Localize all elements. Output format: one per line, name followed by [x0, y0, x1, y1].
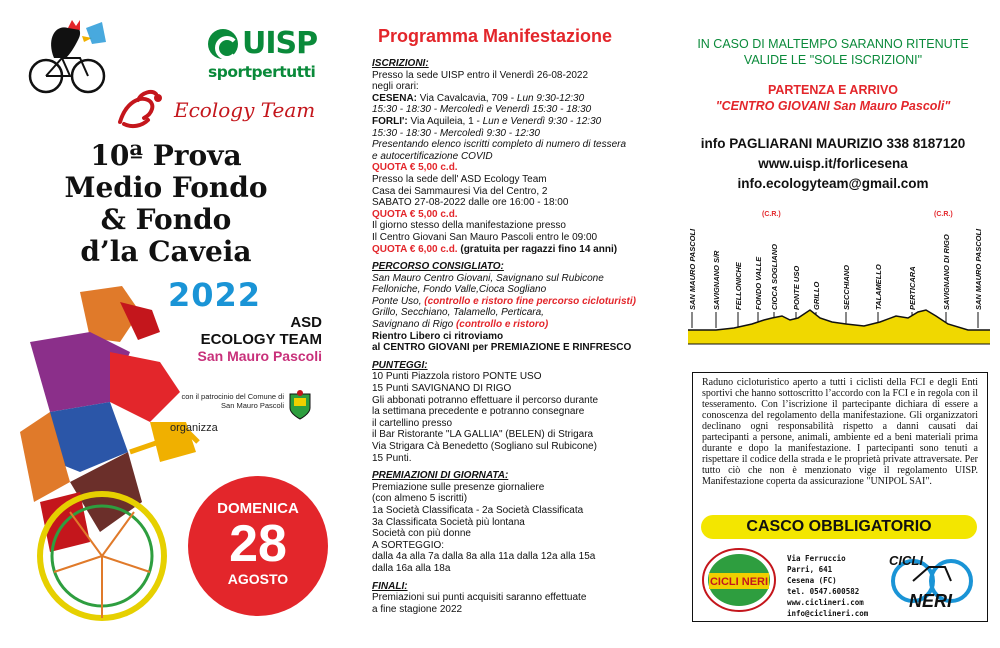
punteggi-line: Via Strigara Cà Benedetto (Sogliano sul Rubicone)	[372, 441, 597, 452]
profile-town-label: SAVIGNANO S/R	[712, 250, 721, 310]
iscrizioni-line: Il Centro Giovani San Mauro Pascoli entro le 09:00	[372, 231, 598, 243]
uisp-sub: sportpertutti	[208, 63, 316, 81]
cesena-label: CESENA:	[372, 92, 418, 104]
sponsor-logo-bottom: NERI	[909, 591, 953, 611]
weather-line-2: VALIDE LE "SOLE ISCRIZIONI"	[743, 53, 923, 67]
town-name: San Mauro Pascoli	[197, 348, 322, 364]
cesena-line	[372, 93, 662, 105]
uisp-logo	[208, 26, 328, 81]
date-day: DOMENICA	[217, 500, 299, 517]
premiazioni-line: Premiazione sulle presenze giornaliere	[372, 481, 545, 493]
section-premiazioni	[372, 470, 662, 574]
percorso-stop: Ponte Uso,	[372, 295, 425, 307]
iscrizioni-line: SABATO 27-08-2022 dalle ore 16:00 - 18:00	[372, 197, 569, 209]
ecology-team-text: Ecology Team	[174, 98, 316, 122]
section-punteggi	[372, 360, 662, 464]
iscrizioni-line: Il giorno stesso della manifestazione presso	[372, 220, 566, 232]
profile-town-label: PONTE USO	[792, 265, 801, 310]
percorso-heading: PERCORSO CONSIGLIATO:	[372, 261, 504, 273]
organizza-text: organizza	[170, 422, 218, 434]
finali-line: Premiazioni sui punti acquisiti saranno effettuate	[372, 592, 587, 604]
start-finish-place: "CENTRO GIOVANI San Mauro Pascoli"	[715, 99, 951, 113]
ecology-cyclist-icon	[112, 88, 172, 130]
title-line-3: & Fondo	[100, 203, 232, 236]
forli-label: FORLI':	[372, 115, 408, 127]
percorso-line	[372, 319, 662, 331]
profile-town-label: FELLONICHE	[734, 262, 743, 310]
forli-line	[372, 116, 662, 128]
profile-town-label: SECCHIANO	[842, 264, 851, 310]
sponsor-logo-badge	[701, 547, 777, 613]
cesena-hours-2: 15:30 - 18:30 - Mercoledì e Venerdì 15:30 - 18:30	[372, 104, 592, 116]
sponsor-address-line[interactable]: www.ciclineri.com	[787, 598, 864, 607]
premiazioni-line: dalla 16a alla 18a	[372, 562, 451, 574]
title-line-2: Medio Fondo	[64, 171, 268, 204]
uisp-name: UISP	[242, 26, 318, 61]
date-badge	[188, 476, 328, 616]
profile-town-label: TALAMELLO	[874, 264, 883, 310]
date-month: AGOSTO	[227, 571, 289, 587]
elevation-fill	[688, 310, 990, 344]
punteggi-line: la settimana precedente e potranno consegnare	[372, 406, 585, 418]
premiazioni-line: (con almeno 5 iscritti)	[372, 493, 468, 505]
finali-heading: FINALI:	[372, 580, 408, 592]
percorso-control: (controllo e ristoro fine percorso cicloturisti)	[424, 295, 636, 307]
event-title	[26, 140, 306, 268]
rules-box	[692, 372, 988, 622]
punteggi-line: 15 Punti.	[372, 452, 412, 464]
contacts	[670, 134, 996, 194]
start-finish-label: PARTENZA E ARRIVO	[767, 83, 899, 97]
iscrizioni-line: negli orari:	[372, 81, 419, 93]
profile-town-label: FONDO VALLE	[754, 256, 763, 310]
percorso-line	[372, 296, 662, 308]
rooster-cyclist-logo	[26, 18, 110, 98]
quota-3-note: (gratuita per ragazzi fino 14 anni)	[457, 243, 618, 255]
left-panel	[0, 0, 340, 648]
ecology-team-logo	[112, 88, 332, 130]
profile-town-label: GRILLO	[812, 281, 821, 310]
quota-3-line	[372, 244, 662, 256]
premiazioni-line: dalla 4a alla 7a dalla 8a alla 11a dalla 12a alla 15a	[372, 551, 596, 563]
percorso-line: San Mauro Centro Giovani, Savignano sul Rubicone	[372, 272, 604, 284]
profile-town-label: SAVIGNANO DI RIGO	[942, 234, 951, 310]
premiazioni-line: A SORTEGGIO:	[372, 539, 445, 551]
uisp-mark-icon	[208, 29, 238, 59]
forli-hours: Lun e Venerdì 9:30 - 12:30	[482, 115, 602, 127]
percorso-control: (controllo e ristoro)	[455, 319, 549, 331]
iscrizioni-line: Presso la sede UISP entro il Venerdì 26-08-2022	[372, 69, 589, 81]
profile-town-label: CIOCA SOGLIANO	[770, 244, 779, 310]
iscrizioni-line: Presso la sede dell' ASD Ecology Team	[372, 173, 547, 185]
sponsor-address-line[interactable]: info@ciclineri.com	[787, 609, 869, 618]
cesena-address: Via Cavalcavia, 709 -	[417, 92, 517, 104]
organizer-block	[150, 314, 322, 365]
premiazioni-line: 1a Società Classificata - 2a Società Classificata	[372, 504, 584, 516]
sponsor-logo-neri	[879, 549, 979, 613]
profile-town-label: SAN MAURO PASCOLI	[974, 228, 983, 310]
year: 2022	[168, 276, 262, 314]
helmet-banner: CASCO OBBLIGATORIO	[701, 515, 977, 539]
date-number: 28	[229, 515, 287, 573]
profile-town-label: SAN MAURO PASCOLI	[688, 228, 697, 310]
iscrizioni-line: Casa dei Sammauresi Via del Centro, 2	[372, 185, 548, 197]
section-finali	[372, 581, 662, 616]
punteggi-line: 15 Punti SAVIGNANO DI RIGO	[372, 383, 512, 395]
asd-label: ASD	[290, 314, 322, 331]
punteggi-line: 10 Punti Piazzola ristoro PONTE USO	[372, 371, 542, 383]
percorso-line: al CENTRO GIOVANI per PREMIAZIONE E RINFRESCO	[372, 342, 632, 354]
program-panel	[340, 0, 660, 648]
title-line-1: 10ª Prova	[90, 139, 242, 172]
rules-text: Raduno cicloturistico aperto a tutti i ciclisti della FCI e degli Enti sportivi che hanno sottoscritto l’accordo con la FCI e in regola con il tesseramento. Con l’iscrizione il partecipante dichiara di essere a conoscenza del regolamento della manifestazione. Gli organizzatori declinano ogni responsabilità rispetto a danni causati dai partecipanti a persone, animali, ambiente ed a beni materiali prima durante e dopo la manifestazione. I partecipanti sono tenuti a rispettare il codice della strada e le proprietà private attraversate. Per tutto ciò che non è menzionato vige il regolamento UISP. Manifestazione coperta da assicurazione "UNIPOL SAI".	[702, 377, 978, 487]
percorso-line: Grillo, Secchiano, Talamello, Perticara,	[372, 307, 544, 319]
weather-notice	[670, 36, 996, 68]
section-iscrizioni	[372, 58, 662, 255]
program-body	[372, 58, 662, 621]
punteggi-heading: PUNTEGGI:	[372, 359, 428, 371]
sponsor-block	[699, 545, 981, 617]
coat-of-arms-icon	[288, 390, 312, 420]
control-label: (C.R.)	[934, 211, 953, 218]
percorso-line: Felloniche, Fondo Valle,Cioca Sogliano	[372, 284, 547, 296]
sponsor-badge-text: CICLI NERI	[709, 576, 769, 588]
iscrizioni-note: Presentando elenco iscritti completo di numero di tessera	[372, 139, 627, 151]
team-name: ECOLOGY TEAM	[200, 331, 322, 348]
sponsor-address-line: Cesena (FC)	[787, 576, 837, 585]
premiazioni-line: 3a Classificata Società più lontana	[372, 516, 525, 528]
contact-phone: info PAGLIARANI MAURIZIO 338 8187120	[700, 136, 966, 151]
quota-2: QUOTA € 5,00 c.d.	[372, 208, 458, 220]
profile-labels	[688, 228, 983, 310]
title-line-4: d’la Caveia	[80, 235, 252, 268]
iscrizioni-note: e autocertificazione COVID	[372, 150, 493, 162]
premiazioni-line: Società con più donne	[372, 528, 471, 540]
quota-1: QUOTA € 5,00 c.d.	[372, 162, 458, 174]
start-finish	[670, 82, 996, 114]
cesena-hours: Lun 9:30-12:30	[516, 92, 585, 104]
sponsor-logo-top: CICLI	[889, 553, 923, 568]
weather-line-1: IN CASO DI MALTEMPO SARANNO RITENUTE	[697, 37, 969, 51]
premiazioni-heading: PREMIAZIONI DI GIORNATA:	[372, 470, 509, 482]
percorso-stop: Savignano di Rigo	[372, 319, 456, 331]
route-elevation-profile	[686, 206, 992, 348]
contact-email[interactable]: info.ecologyteam@gmail.com	[737, 176, 929, 191]
program-title: Programma Manifestazione	[378, 26, 613, 46]
patrocinio-text: con il patrocinio del Comune di San Mauro Pascoli	[181, 392, 284, 410]
quota-3: QUOTA € 6,00 c.d.	[372, 243, 458, 255]
forli-address: Via Aquileia, 1 -	[407, 115, 483, 127]
sponsor-address-line: tel. 0547.600582	[787, 587, 860, 596]
profile-town-label: PERTICARA	[908, 266, 917, 310]
sponsor-address	[787, 553, 877, 619]
section-percorso	[372, 261, 662, 354]
iscrizioni-heading: ISCRIZIONI:	[372, 58, 429, 69]
contact-website[interactable]: www.uisp.it/forlicesena	[758, 156, 908, 171]
control-label: (C.R.)	[762, 211, 781, 218]
sponsor-address-line: Via Ferruccio Parri, 641	[787, 554, 846, 574]
punteggi-line: il cartellino presso	[372, 417, 453, 429]
punteggi-line: Gli abbonati potranno effettuare il percorso durante	[372, 394, 599, 406]
finali-line: a fine stagione 2022	[372, 603, 463, 615]
forli-hours-2: 15:30 - 18:30 - Mercoledì 9:30 - 12:30	[372, 127, 540, 139]
percorso-line: Rientro Libero ci ritroviamo	[372, 330, 504, 342]
punteggi-line: il Bar Ristorante "LA GALLIA" (BELEN) di Strigara	[372, 429, 594, 441]
